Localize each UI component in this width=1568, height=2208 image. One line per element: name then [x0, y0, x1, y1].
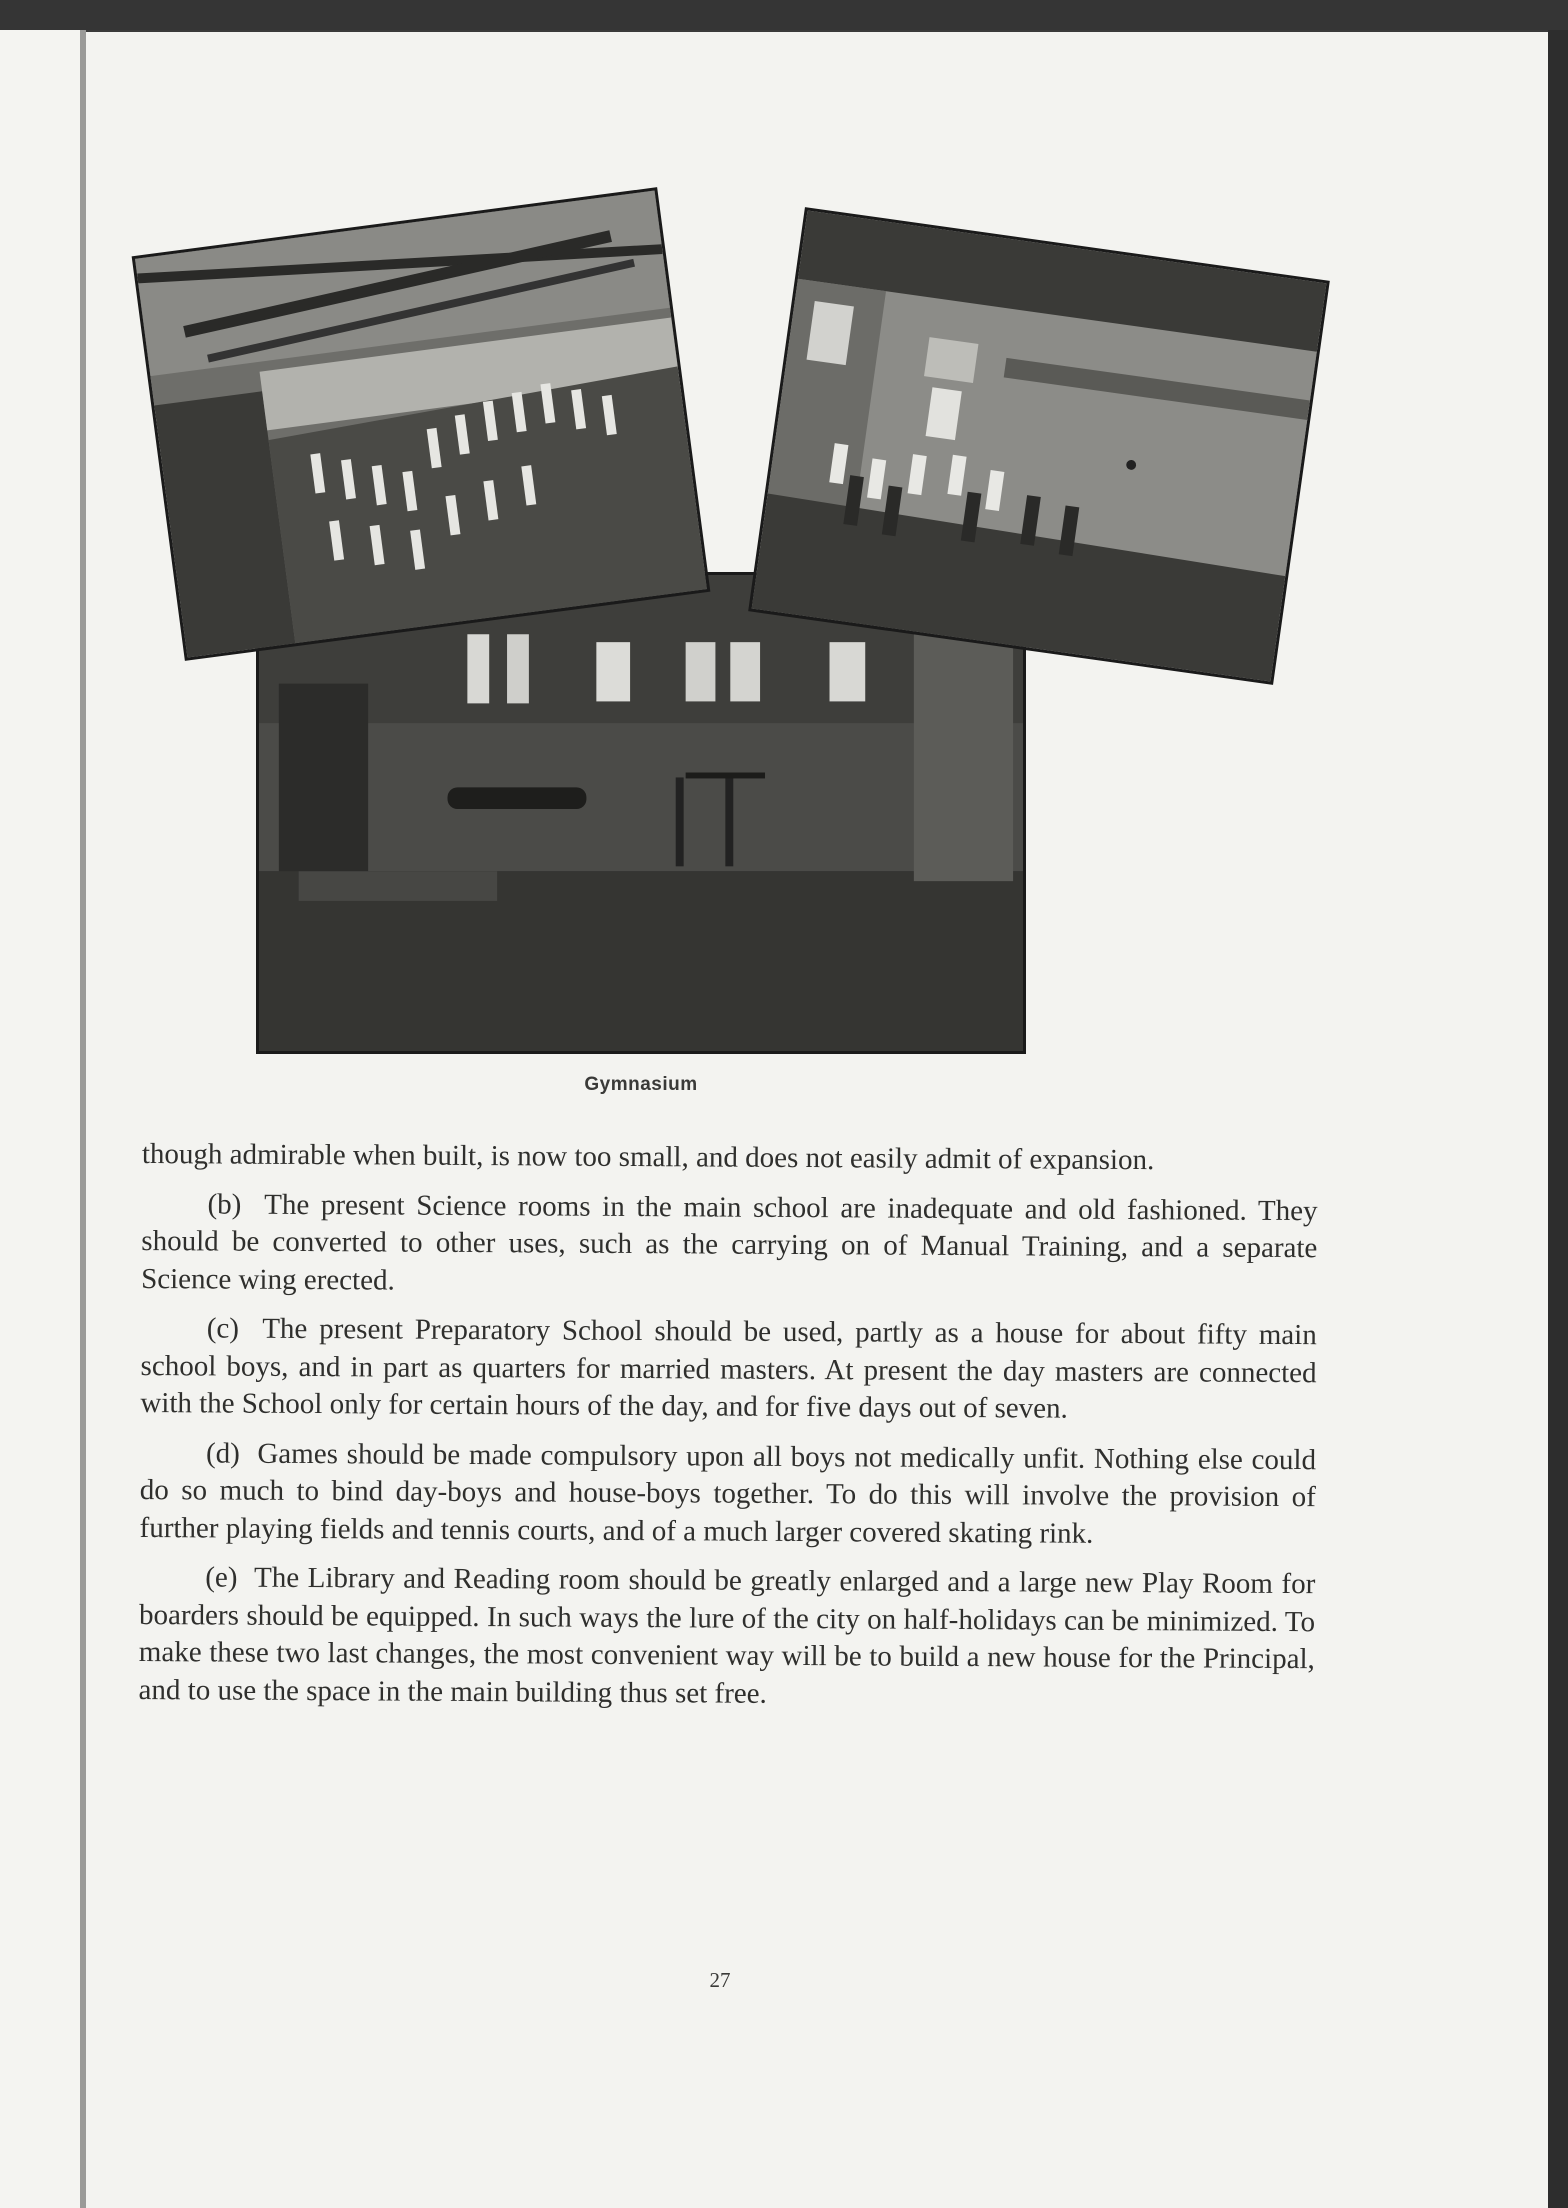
right-page-edge — [1548, 30, 1568, 2208]
scan-top-edge — [0, 0, 1568, 30]
paragraph-text: though admirable when built, is now too small, and does not easily admit of expansion. — [141, 1138, 1155, 1177]
paragraph-text: The present Preparatory School should be used, partly as a house for about fifty main school boys, and in part as quarters for married masters. At present the day masters are connected with the School only for certain hours of the day, and for five days out of seven. — [140, 1312, 1317, 1425]
paragraph-c — [140, 1310, 1317, 1430]
paragraph-label: (c) — [206, 1312, 240, 1345]
paragraph-e — [138, 1559, 1315, 1716]
photo-basketball-game — [748, 207, 1330, 685]
paragraph-label: (b) — [207, 1187, 242, 1221]
page-number: 27 — [709, 1968, 731, 1992]
photo-drill-class-image — [135, 191, 707, 658]
paragraph-label: (e) — [205, 1561, 238, 1594]
paragraph-text: Games should be made compulsory upon all boys not medically unfit. Nothing else could do so much to bind day-boys and house-boys together. To do this will involve the provision of further playing fields and tennis courts, and of a much larger covered skating rink. — [139, 1437, 1317, 1550]
paragraph-text: The Library and Reading room should be greatly enlarged and a large new Play Room for boarders should be equipped. In such ways the lure of the city on half-holidays can be minimized. To make these two last changes, the most convenient way will be to build a new house for the Principal, and to use the space in the main building thus set free. — [138, 1561, 1316, 1710]
photo-empty-gymnasium — [256, 572, 1026, 1054]
left-page-edge — [0, 30, 86, 2208]
body-text — [138, 1136, 1318, 1728]
photo-drill-class — [132, 187, 711, 661]
photo-empty-gymnasium-image — [259, 575, 1023, 1051]
paragraph-d — [139, 1434, 1316, 1554]
photo-basketball-game-image — [752, 210, 1327, 681]
paragraph-label: (d) — [205, 1436, 240, 1470]
paragraph-b — [141, 1185, 1318, 1305]
paragraph-continuation — [142, 1136, 1318, 1181]
photo-caption: Gymnasium — [584, 1074, 698, 1095]
paragraph-text: The present Science rooms in the main school are inadequate and old fashioned. They should be converted to other uses, such as the carrying on of Manual Training, and a separate Science wing erected. — [141, 1188, 1318, 1297]
